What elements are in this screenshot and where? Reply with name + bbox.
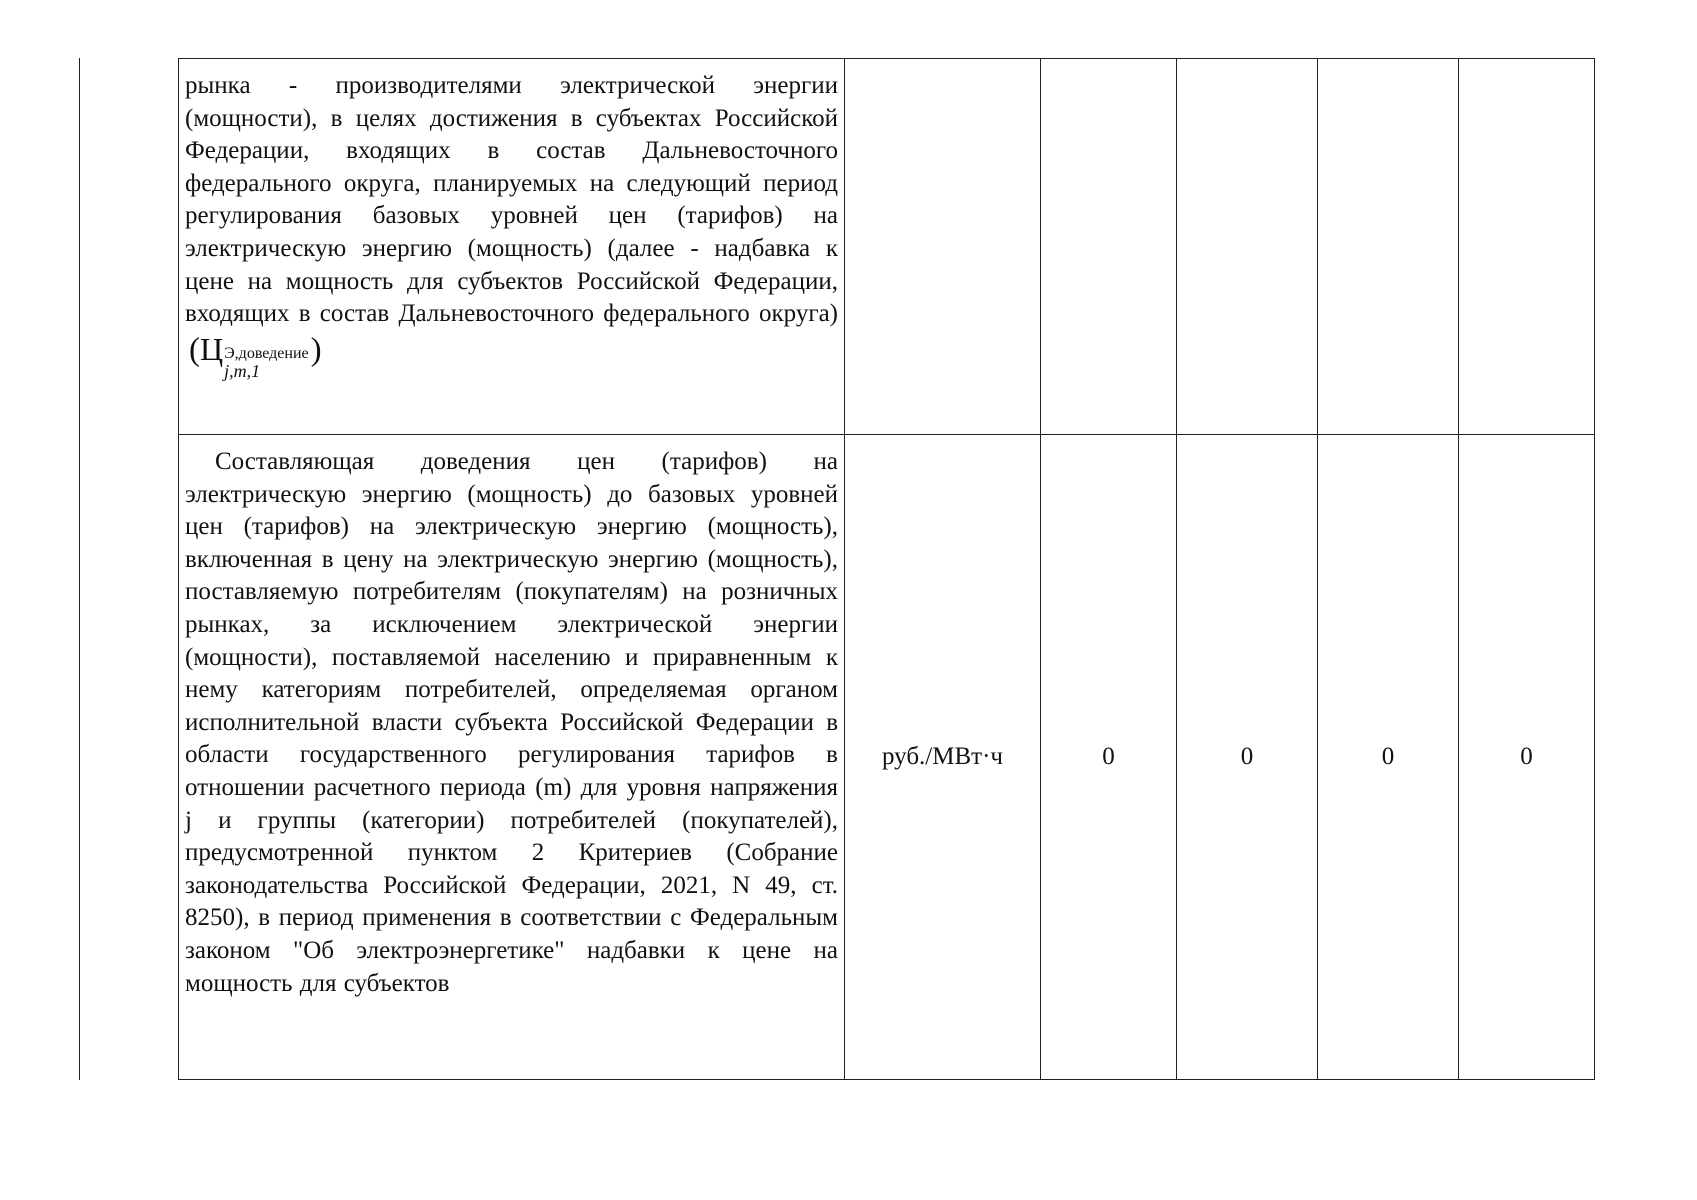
formula-open-paren: (: [189, 331, 200, 368]
unit-cell: [845, 59, 1041, 435]
value-cell-1: [1041, 59, 1177, 435]
value-cell-2: 0: [1177, 435, 1318, 1080]
description-text: Составляющая доведения цен (тарифов) на электрическую энергию (мощность) до базовых уровней цен (тарифов) на электрическую энергию (мощность), включенная в цену на электрическую энергию (мощность), поставляемую потребителям (покупателям) на розничных рынках, за исключением электрической энергии (мощности), поставляемой населению и приравненным к нему категориям потребителей, определяемая органом исполнительной власти субъекта Российской Федерации в области государственного регулирования тарифов в отношении расчетного периода (m) для уровня напряжения j и группы (категории) потребителей (покупателей), предусмотренной пунктом 2 Критериев (Собрание законодательства Российской Федерации, 2021, N 49, ст. 8250), в период применения в соответствии с Федеральным законом "Об электроэнергетике" надбавки к цене на мощность для субъектов: [185, 448, 838, 997]
value-cell-3: 0: [1318, 435, 1459, 1080]
formula-superscript: Э,доведение: [224, 344, 309, 362]
formula-close-paren: ): [310, 331, 322, 368]
description-cell: [179, 435, 845, 1080]
unit-cell: руб./МВт·ч: [845, 435, 1041, 1080]
table-row-price-component: [80, 435, 1595, 1080]
description-text: рынка - производителями электрической энергии (мощности), в целях достижения в субъектах Российской Федерации, входящих в состав Дальневосточного федерального округа, планируемых на следующий период регулирования базовых уровней цен (тарифов) на электрическую энергию (мощность) (далее - надбавка к цене на мощность для субъектов Российской Федерации, входящих в состав Дальневосточного федерального округа): [185, 72, 838, 328]
value-cell-4: 0: [1459, 435, 1595, 1080]
number-cell: [80, 59, 179, 435]
number-cell: [80, 435, 179, 1080]
tariff-table: [79, 58, 1595, 1080]
value-cell-3: [1318, 59, 1459, 435]
formula-subscript: j,m,1: [224, 360, 261, 381]
formula-c-e-dovedenie: [189, 330, 322, 381]
value-cell-2: [1177, 59, 1318, 435]
value-cell-4: [1459, 59, 1595, 435]
description-cell: [179, 59, 845, 435]
formula-symbol: Ц: [200, 330, 224, 367]
value-cell-1: 0: [1041, 435, 1177, 1080]
table-row-surcharge-continuation: [80, 59, 1595, 435]
